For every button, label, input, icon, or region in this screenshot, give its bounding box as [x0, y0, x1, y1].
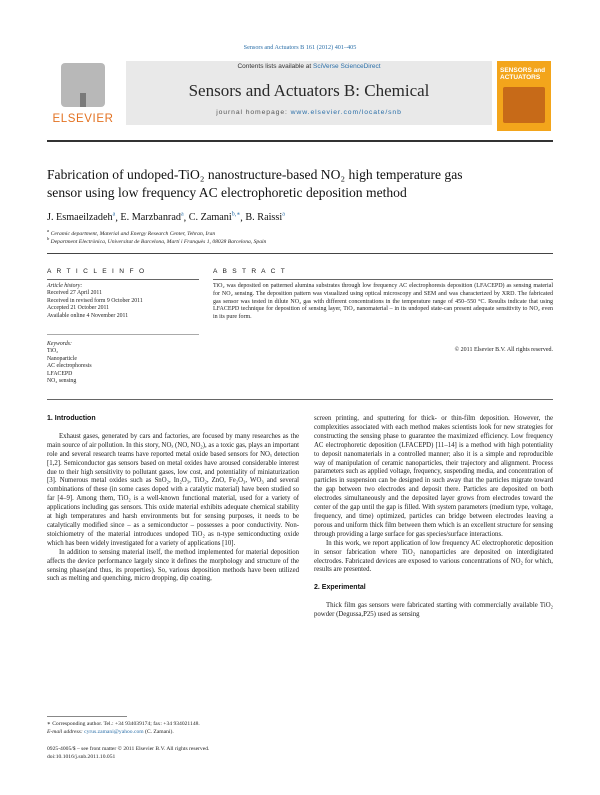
- abstract-bottom-divider: [47, 399, 553, 400]
- journal-title: Sensors and Actuators B: Chemical: [188, 81, 430, 100]
- elsevier-wordmark: ELSEVIER: [52, 113, 114, 125]
- section-title-introduction: 1. Introduction: [47, 415, 96, 422]
- journal-homepage: journal homepage: www.elsevier.com/locate/snb: [216, 109, 402, 116]
- keywords-divider: [47, 334, 199, 335]
- keyword: Nanoparticle: [47, 355, 77, 362]
- abstract-heading: A B S T R A C T: [213, 268, 287, 275]
- journal-header: [126, 61, 492, 125]
- section-title-experimental: 2. Experimental: [314, 584, 366, 592]
- article-info-heading: A R T I C L E I N F O: [47, 268, 146, 275]
- keyword: LFACEPD: [47, 370, 73, 377]
- corresponding-author-note: ∗ Corresponding author. Tel.: +34 934039174; fax: +34 934021148.: [47, 721, 200, 727]
- email-note: E-mail address: cyrus.zamani@yahoo.com (C. Zamani).: [47, 729, 174, 735]
- history-item: Accepted 21 October 2011: [47, 305, 110, 312]
- history-item: Received 27 April 2011: [47, 290, 103, 297]
- abstract-divider: [213, 279, 553, 280]
- cover-title: SENSORS and ACTUATORS: [500, 67, 546, 81]
- cover-illustration: [503, 87, 545, 123]
- sciencedirect-link[interactable]: SciVerse ScienceDirect: [312, 63, 381, 70]
- elsevier-logo: [47, 61, 119, 131]
- keyword: AC electrophoresis: [47, 363, 92, 370]
- history-item: Available online 4 November 2011: [47, 312, 129, 319]
- author[interactable]: C. Zamani$^{b,∗}$: [188, 212, 241, 224]
- elsevier-tree-icon: [61, 63, 105, 107]
- paragraph: In addition to sensing material itself, the method implemented for material deposition affects the device performance largely since it defines the morphology and structure of the sensing phase(and thus, its properties). So, various deposition methods have been utilized such as melting and quenching, micro dropping, dip coating,: [47, 548, 299, 583]
- abstract-text: TiO₂ was deposited on patterned alumina substrates through low frequency AC electrophoresis deposition (LFACEPD) as sensing material for NO₂ sensing. The deposition pattern was visualized using optical microscopy and SEM and was characterized by XRD. The fabricated gas sensor was tested in dilute NO₂ gas with different concentrations in the temperature range of 450–550 °C. Results indicate that using LFACEPD technique for deposition of sensing layer, TiO₂ nanomaterial – in its undoped state-can present adequate sensitivity to NO₂ even in its pure form.: [213, 283, 553, 321]
- issn-line: 0925-4005/$ – see front matter © 2011 Elsevier B.V. All rights reserved.: [47, 746, 210, 752]
- article-info-divider: [47, 279, 199, 280]
- journal-homepage-link[interactable]: www.elsevier.com/locate/snb: [290, 109, 402, 116]
- article-history: Article history: Received 27 April 2011 Received in revised form 9 October 2011 Accepted 21 October 2011 Available online 4 November 2011: [47, 283, 197, 320]
- author[interactable]: J. Esmaeilzadeh$^a$: [47, 212, 116, 224]
- paragraph: screen printing, and sputtering for thick- or thin-film deposition. However, the complexities associated with each method makes scientists look for new strategies for constructing the sensing phase to guarantee the maximized efficiency. Low frequency AC electrophoretic deposition (LFACEPD) [11–14] is a method with high potentiality to deposit nanomaterials in a controlled manner; also it is a simple and reproducible way of manipulation of ceramic nanoparticles, their trajectory and alignment. Process parameters such as applied voltage, frequency, suspending media, and concentration of particles in suspension can be designed in such away that the particles migrate toward the gap between two electrodes and deposit there. Particles are deposited on both electrodes simultaneously and the deposited layer grows from electrodes toward the center of the gap until the gap is filled. With system parameters (medium type, voltage, frequency, and time) optimized, particles can bridge between electrodes leaving a porous and uniform thick film between them which is an excellent structure for sensing through providing a large surface for gas species/surface interactions.: [314, 415, 553, 538]
- copyright-notice: © 2011 Elsevier B.V. All rights reserved.: [454, 347, 553, 353]
- article-title: Fabrication of undoped-TiO₂ nanostructure-based NO₂ high temperature gas sensor using low frequency AC electrophoretic deposition method: [47, 167, 463, 200]
- author-list: J. Esmaeilzadeh$^a$, E. Marzbanrad$^a$, C. Zamani$^{b,∗}$, B. Raissi$^a$: [47, 212, 285, 224]
- keyword: NO₂ sensing: [47, 378, 77, 385]
- journal-citation[interactable]: Sensors and Actuators B 161 (2012) 401–405: [243, 44, 357, 51]
- doi-link[interactable]: doi:10.1016/j.snb.2011.10.051: [47, 754, 116, 760]
- affiliation: $^b$ Department Electrònica, Universitat de Barcelona, Martí i Franquès 1, 08028 Barcelona, Spain: [47, 236, 267, 245]
- right-column: [314, 415, 553, 620]
- left-column: [47, 415, 299, 584]
- keywords: Keywords: TiO₂ Nanoparticle AC electrophoresis LFACEPD NO₂ sensing: [47, 341, 197, 385]
- author[interactable]: B. Raissi$^a$: [245, 212, 285, 224]
- affiliation-divider: [47, 253, 553, 254]
- paragraph: Exhaust gases, generated by cars and factories, are focused by many researches as the main source of air pollution. In this story, NOₓ (NO, NO₂), as a toxic gas, plays an important role and several research teams have reported metal oxide based sensors for NOₓ detection [1,2]. Semiconductor gas sensors based on metal oxides have aroused considerable interest due to their high sensitivity to pollutant gases, low cost, and potentiality of miniaturization [3]. Numerous metal oxides such as SnO₂, In₂O₃, TiO₂, ZnO, Fe₂O₃, WO₃ and several combinations of these (in some cases doped with a catalytic material) have been studied so far [4–9]. Among them, TiO₂ is a well-known functional material, used for a variety of applications including gas sensors. This oxide material exhibits adequate chemical stability at high temperatures and harsh environments but for sensing purposes, it needs to be catalytically modified since – as a semiconductor – possesses a poor conductivity. Non-stoichiometry of the material introduces undoped TiO₂ as n-type semiconducting oxide which has been widely investigated for a variety of applications [10].: [47, 432, 299, 547]
- footnote-divider: [47, 716, 127, 717]
- contents-availability: Contents lists available at SciVerse ScienceDirect: [237, 63, 381, 70]
- affiliation: $^a$ Ceramic department, Material and Energy Research Center, Tehran, Iran: [47, 228, 216, 237]
- header-divider: [47, 140, 553, 142]
- history-item: Received in revised form 9 October 2011: [47, 297, 143, 304]
- author[interactable]: E. Marzbanrad$^a$: [120, 212, 184, 224]
- paragraph: Thick film gas sensors were fabricated starting with commercially available TiO₂ powder (Degussa,P25) used as sensing: [314, 602, 553, 619]
- paragraph: In this work, we report application of low frequency AC electrophoretic deposition in sensor fabrication where TiO₂ nanoparticles are deposited on interdigitated electrodes. Fabricated devices are exposed to various concentrations of NO₂ for which, results are presented.: [314, 539, 553, 574]
- keyword: TiO₂: [47, 348, 59, 355]
- journal-cover-image: [497, 61, 551, 131]
- email-link[interactable]: cyrus.zamani@yahoo.com: [84, 729, 144, 735]
